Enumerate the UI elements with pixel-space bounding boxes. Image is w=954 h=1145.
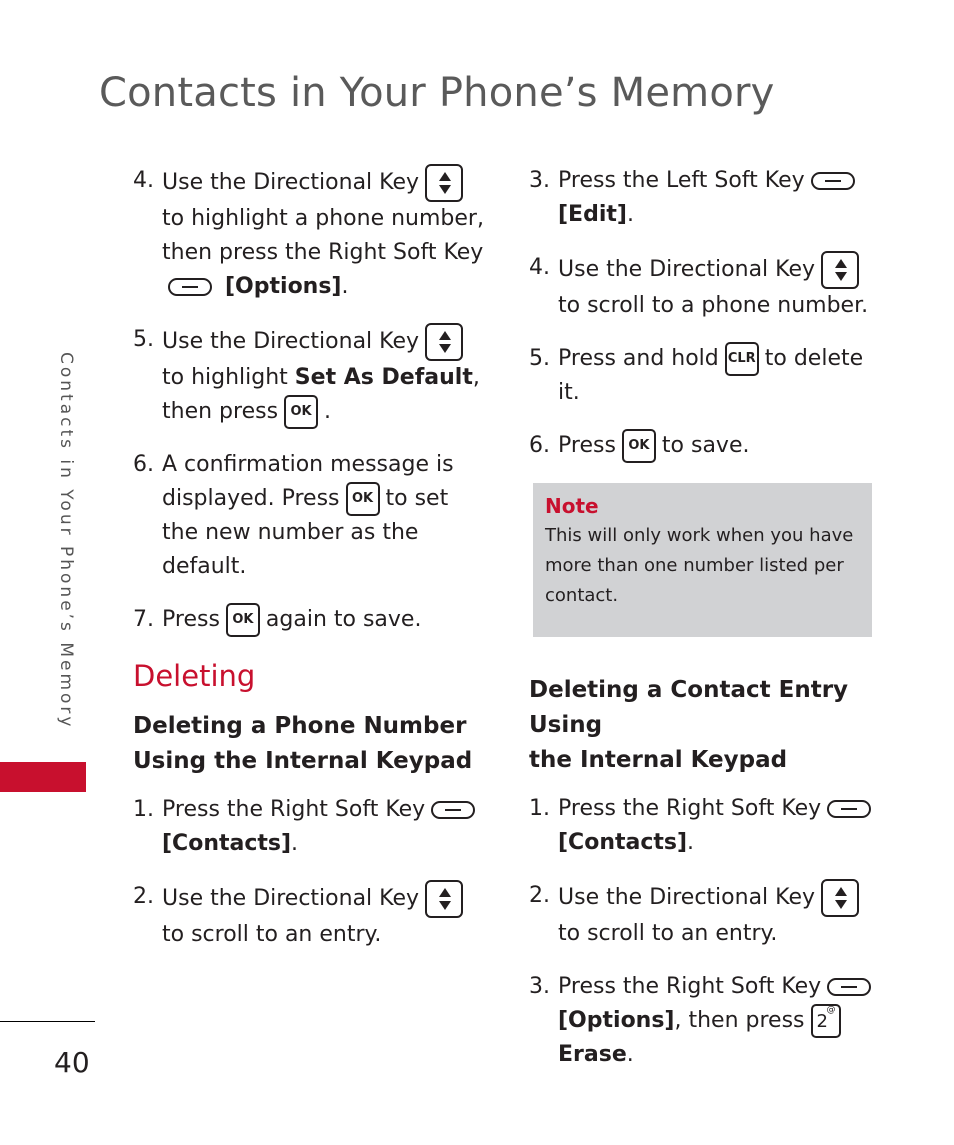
- edit-label: [Edit]: [558, 202, 627, 227]
- step-number: 3.: [529, 974, 550, 999]
- note-line: more than one number listed per: [545, 555, 844, 576]
- delete-entry-step-3: [529, 970, 874, 1072]
- punctuation: .: [341, 274, 349, 299]
- step-text: again to save.: [265, 607, 422, 632]
- step-6-confirmation: [133, 448, 483, 584]
- step-text: Use the Directional Key: [558, 257, 816, 282]
- step-number: 1.: [529, 796, 550, 821]
- step-number: 5.: [133, 327, 154, 352]
- page-number: 40: [54, 1046, 90, 1079]
- options-label: [Options]: [558, 1008, 675, 1033]
- delete-entry-step-2: [529, 879, 874, 951]
- right-column: [529, 164, 874, 1091]
- step-number: 6.: [133, 452, 154, 477]
- step-number: 2.: [529, 883, 550, 908]
- subheading-delete-phone-number: [133, 709, 483, 779]
- key-symbol: @: [826, 1005, 836, 1015]
- punctuation: .: [626, 1042, 634, 1067]
- step-text: the new number as the: [162, 520, 419, 545]
- punctuation: .: [626, 202, 634, 227]
- step-number: 1.: [133, 797, 154, 822]
- erase-label: Erase: [558, 1042, 627, 1067]
- right-step-4-scroll: [529, 251, 874, 323]
- directional-key-icon: [425, 164, 463, 202]
- left-soft-key-icon: [811, 172, 855, 190]
- right-step-5-hold-clear: [529, 342, 874, 410]
- step-text: Use the Directional Key: [162, 329, 420, 354]
- step-text: , then press: [674, 1008, 805, 1033]
- subheading-line: the Internal Keypad: [529, 747, 788, 773]
- side-tab-marker: [0, 762, 86, 792]
- step-text: Press the Right Soft Key: [558, 796, 822, 821]
- directional-key-icon: [425, 323, 463, 361]
- right-soft-key-icon: [168, 278, 212, 296]
- step-text: Press the Left Soft Key: [558, 168, 805, 193]
- ok-key-icon: OK: [226, 603, 260, 637]
- step-text: Use the Directional Key: [162, 886, 420, 911]
- subheading-line: Deleting a Phone Number: [133, 713, 467, 739]
- set-as-default-label: Set As Default: [294, 365, 473, 390]
- step-number: 4.: [529, 255, 550, 280]
- side-tab-label: Contacts in Your Phone’s Memory: [56, 352, 76, 730]
- delete-entry-step-1: [529, 792, 874, 860]
- clear-key-icon: CLR: [725, 342, 759, 376]
- section-heading-deleting: Deleting: [133, 659, 256, 693]
- right-step-6-save: [529, 429, 874, 463]
- ok-key-icon: OK: [622, 429, 656, 463]
- right-step-3-edit: [529, 164, 874, 232]
- subheading-line: Deleting a Contact Entry Using: [529, 677, 849, 738]
- right-soft-key-icon: [431, 801, 475, 819]
- step-number: 7.: [133, 607, 154, 632]
- step-text: Press: [162, 607, 220, 632]
- step-text: A confirmation message is: [162, 452, 454, 477]
- note-line: contact.: [545, 585, 619, 606]
- right-soft-key-icon: [827, 978, 871, 996]
- step-text: then press: [162, 399, 279, 424]
- step-text: to save.: [661, 433, 750, 458]
- step-text: to set: [385, 486, 449, 511]
- step-text: displayed. Press: [162, 486, 340, 511]
- step-text: it.: [558, 380, 580, 405]
- step-text: to scroll to a phone number.: [558, 293, 869, 318]
- note-title: Note: [545, 494, 599, 518]
- right-soft-key-icon: [827, 800, 871, 818]
- punctuation: .: [324, 399, 332, 424]
- step-text: to scroll to an entry.: [558, 921, 778, 946]
- left-column: [133, 164, 483, 971]
- step-text: Press the Right Soft Key: [162, 797, 426, 822]
- step-text: to delete: [764, 346, 864, 371]
- contacts-label: [Contacts]: [558, 830, 688, 855]
- punctuation: .: [291, 831, 299, 856]
- step-text: Press the Right Soft Key: [558, 974, 822, 999]
- number-2-key-icon: [811, 1004, 841, 1038]
- step-text: to scroll to an entry.: [162, 922, 382, 947]
- step-text: to highlight: [162, 365, 295, 390]
- step-number: 5.: [529, 346, 550, 371]
- directional-key-icon: [821, 251, 859, 289]
- delete-number-step-1: [133, 793, 483, 861]
- ok-key-icon: OK: [346, 482, 380, 516]
- subheading-line: Using the Internal Keypad: [133, 748, 473, 774]
- punctuation: .: [687, 830, 695, 855]
- contacts-label: [Contacts]: [162, 831, 292, 856]
- step-4-highlight-number: [133, 164, 483, 304]
- step-number: 6.: [529, 433, 550, 458]
- ok-key-icon: OK: [284, 395, 318, 429]
- step-text: Use the Directional Key: [162, 170, 420, 195]
- note-box: [533, 483, 872, 637]
- punctuation: ,: [472, 365, 480, 390]
- directional-key-icon: [821, 879, 859, 917]
- subheading-delete-contact-entry: [529, 673, 874, 778]
- footer-rule: [0, 1021, 95, 1022]
- step-text: Press: [558, 433, 616, 458]
- step-7-save: [133, 603, 483, 637]
- note-body: [545, 521, 860, 611]
- step-number: 3.: [529, 168, 550, 193]
- page-title: Contacts in Your Phone’s Memory: [99, 70, 775, 116]
- note-line: This will only work when you have: [545, 525, 854, 546]
- options-label: [Options]: [225, 274, 342, 299]
- step-text: Press and hold: [558, 346, 719, 371]
- step-number: 2.: [133, 884, 154, 909]
- step-text: to highlight a phone number,: [162, 206, 484, 231]
- step-text: then press the Right Soft Key: [162, 240, 484, 265]
- step-5-set-default: [133, 323, 483, 429]
- directional-key-icon: [425, 880, 463, 918]
- step-text: Use the Directional Key: [558, 885, 816, 910]
- key-digit: 2: [816, 1011, 828, 1032]
- step-number: 4.: [133, 168, 154, 193]
- step-text: default.: [162, 554, 247, 579]
- delete-number-step-2: [133, 880, 483, 952]
